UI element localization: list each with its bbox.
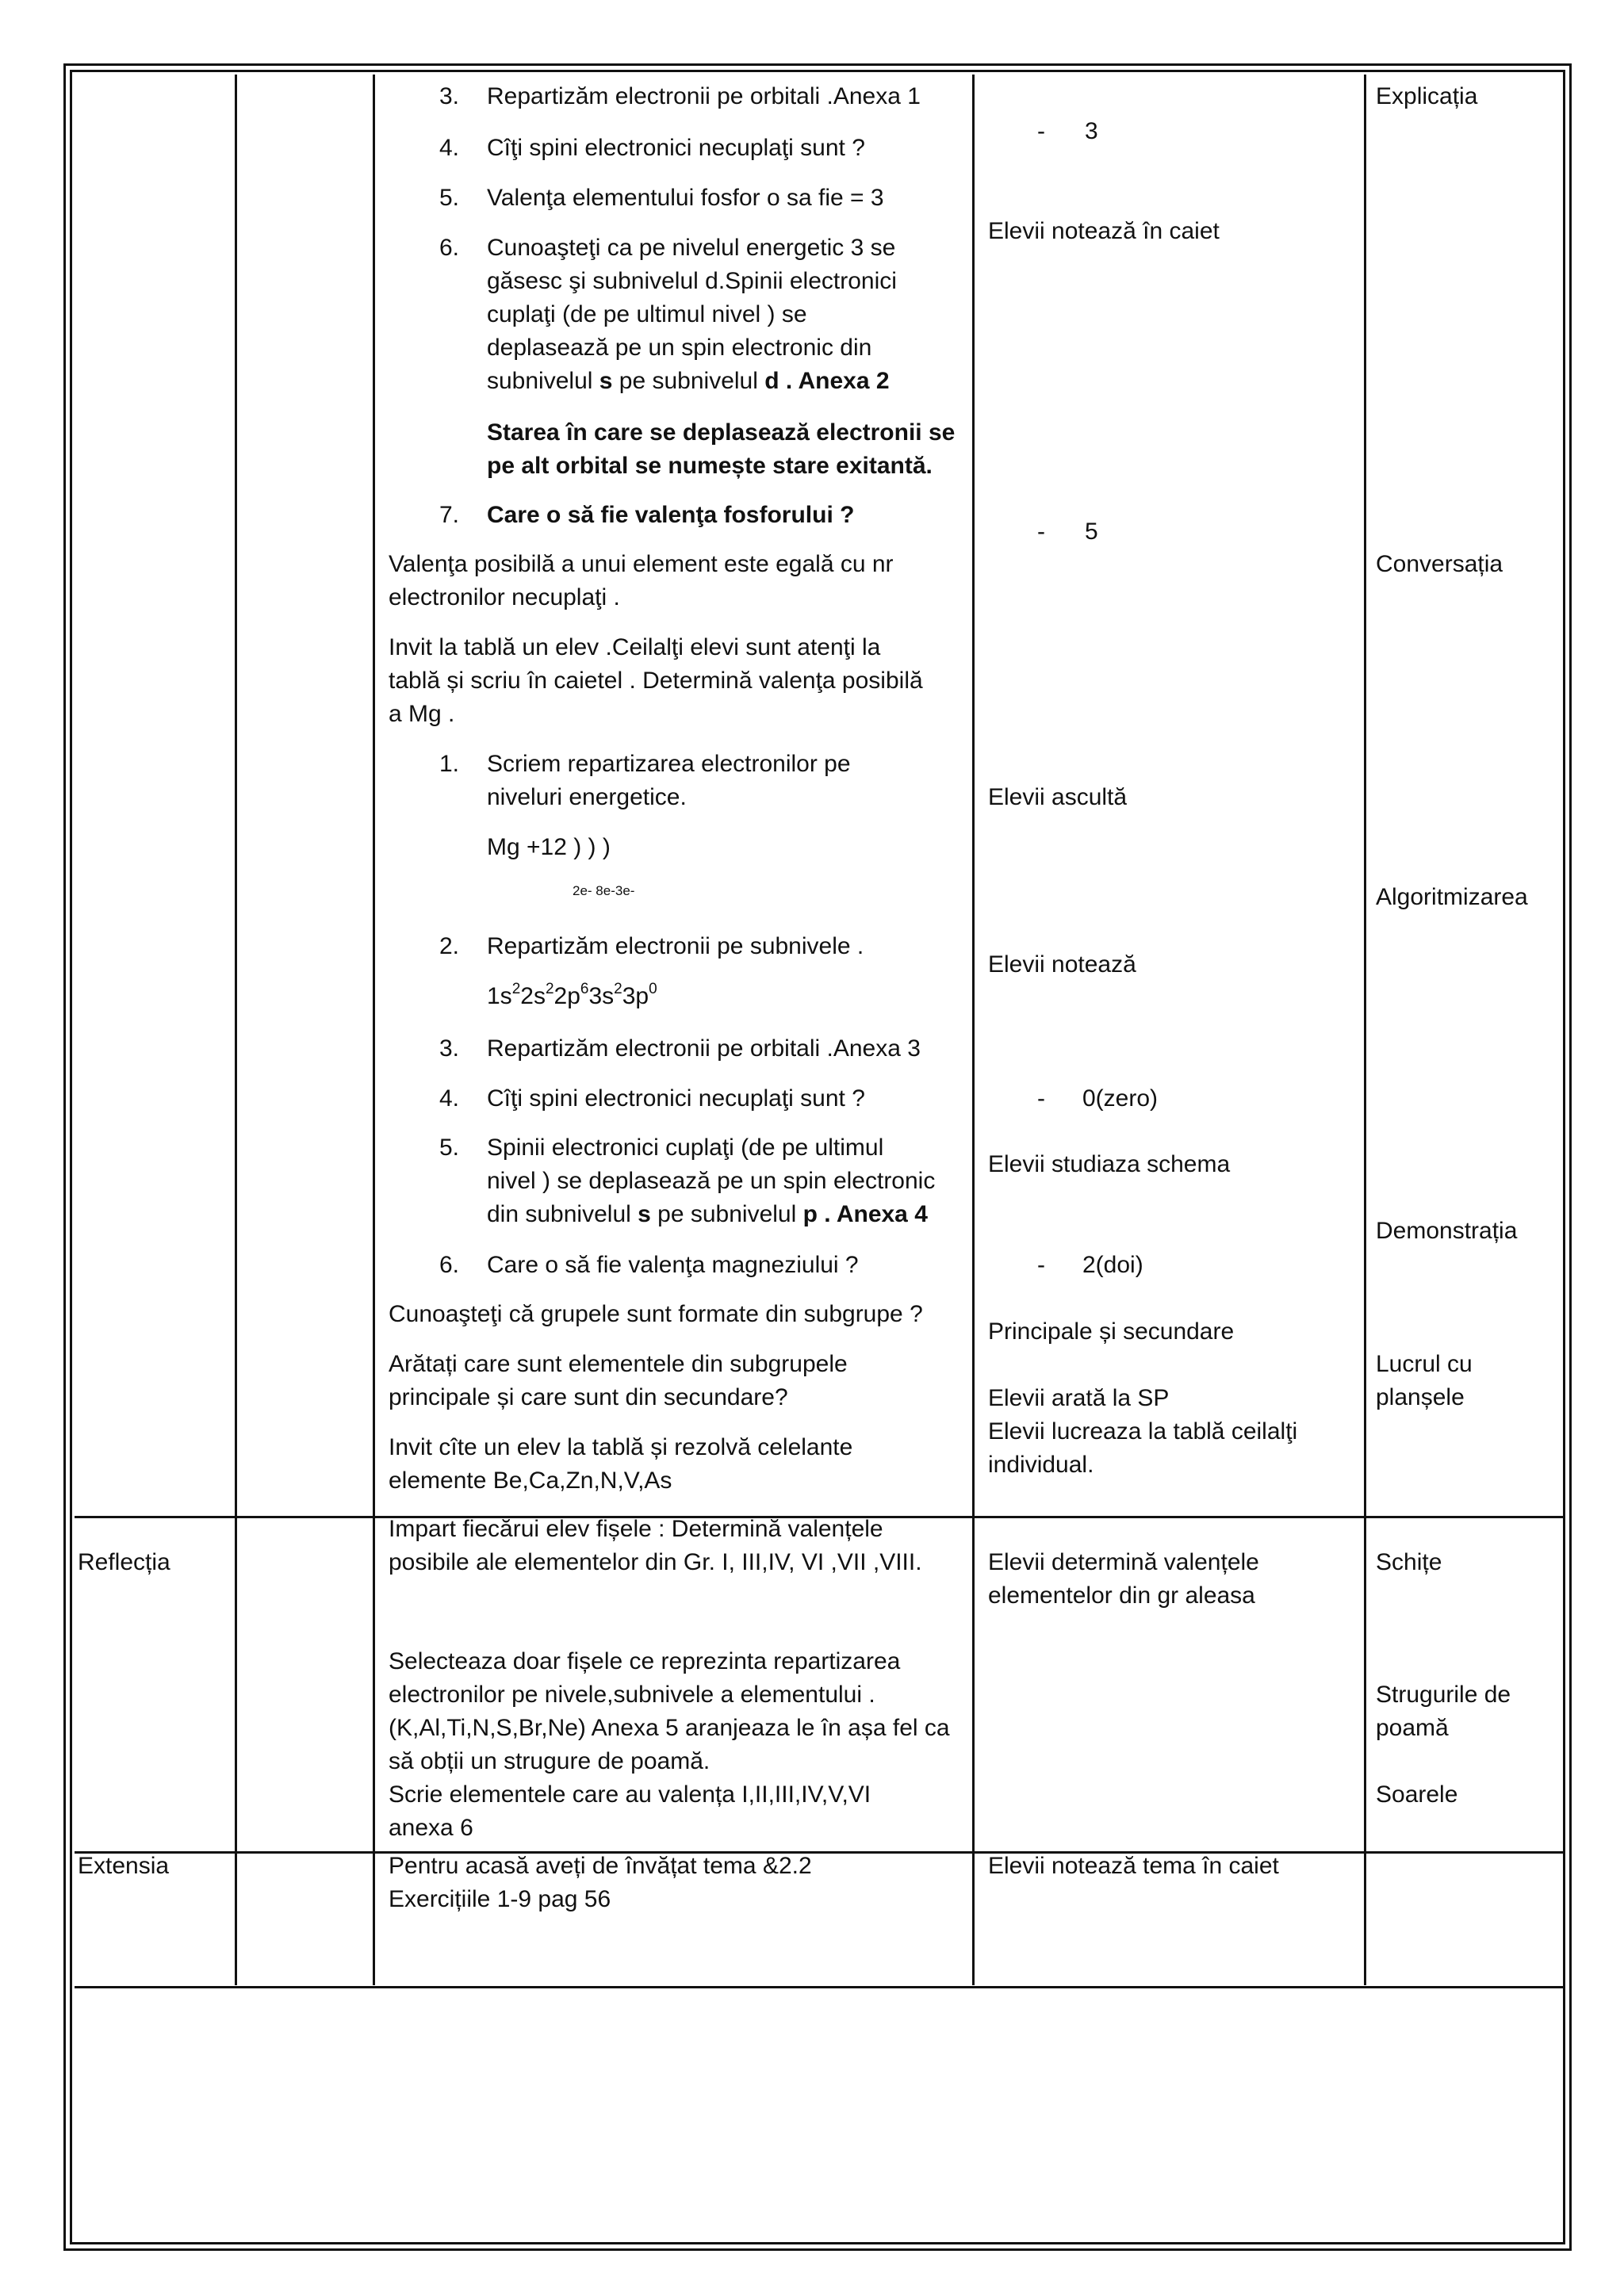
paragraph-line: Impart fiecărui elev fișele : Determină valențele xyxy=(389,1516,883,1542)
list-item-line: Cunoaşteţi ca pe nivelul energetic 3 se xyxy=(487,235,896,261)
paragraph-line: Cunoaşteţi că grupele sunt formate din subgrupe ? xyxy=(389,1301,923,1327)
paragraph-line: Invit cîte un elev la tablă și rezolvă celelante xyxy=(389,1434,853,1460)
paragraph-line: Pentru acasă aveți de învățat tema &2.2 xyxy=(389,1853,812,1879)
answer-value: 0(zero) xyxy=(1082,1085,1159,1112)
definition-text: Starea în care se deplasează electronii se xyxy=(487,419,956,446)
paragraph-line: Scrie elementele care au valența I,II,III,IV,V,VI xyxy=(389,1781,871,1808)
stage-label: Reflecția xyxy=(78,1549,170,1575)
list-item: Care o să fie valenţa magneziului ? xyxy=(487,1252,859,1278)
electron-configuration: $1s^22s^22p^63s^23p^0$ xyxy=(487,981,657,1009)
list-item-line: Spinii electronici cuplaţi (de pe ultimul xyxy=(487,1135,884,1161)
table-col-line xyxy=(1364,75,1366,1985)
student-activity: Elevii notează tema în caiet xyxy=(988,1853,1279,1879)
paragraph-line: electronilor necuplaţi . xyxy=(389,584,620,610)
paragraph-line: Arătați care sunt elementele din subgrupele xyxy=(389,1351,848,1377)
table-col-line xyxy=(235,75,237,1985)
shell-electrons: 2e- 8e-3e- xyxy=(573,883,635,898)
list-item-line: găsesc şi subnivelul d.Spinii electronici xyxy=(487,268,897,294)
paragraph-line: elemente Be,Ca,Zn,N,V,As xyxy=(389,1468,672,1494)
method-label: Soarele xyxy=(1376,1781,1458,1808)
list-item: Repartizăm electronii pe orbitali .Anexa 3 xyxy=(487,1035,921,1062)
method-label: Explicația xyxy=(1376,83,1478,109)
answer-dash: - xyxy=(1037,1085,1045,1112)
student-activity: Elevii notează în caiet xyxy=(988,218,1220,244)
list-number: 1. xyxy=(439,751,460,777)
method-label: planșele xyxy=(1376,1384,1465,1410)
list-item: Valenţa elementului fosfor o sa fie = 3 xyxy=(487,185,884,211)
list-number: 5. xyxy=(439,185,460,211)
student-activity: Elevii determină valențele xyxy=(988,1549,1259,1575)
paragraph-line: principale și care sunt din secundare? xyxy=(389,1384,788,1410)
list-item: Repartizăm electronii pe subnivele . xyxy=(487,933,864,959)
stage-label: Extensia xyxy=(78,1853,170,1879)
list-number: 3. xyxy=(439,83,460,109)
list-item-line: nivel ) se deplasează pe un spin electronic xyxy=(487,1168,936,1194)
method-label: Lucrul cu xyxy=(1376,1351,1473,1377)
list-item-line: subnivelul s pe subnivelul d . Anexa 2 xyxy=(487,368,890,394)
list-number: 3. xyxy=(439,1035,460,1062)
paragraph-line: (K,Al,Ti,N,S,Br,Ne) Anexa 5 aranjeaza le în așa fel ca xyxy=(389,1715,950,1741)
paragraph-line: tablă și scriu în caietel . Determină valenţa posibilă xyxy=(389,668,923,694)
student-activity: Principale și secundare xyxy=(988,1318,1235,1345)
method-label: Algoritmizarea xyxy=(1376,884,1528,910)
paragraph-line: Selecteaza doar fișele ce reprezinta repartizarea xyxy=(389,1648,901,1674)
list-item-line: deplasează pe un spin electronic din xyxy=(487,335,872,361)
list-number: 6. xyxy=(439,1252,460,1278)
method-label: Conversația xyxy=(1376,551,1503,577)
answer-value: 5 xyxy=(1085,519,1098,545)
list-number: 2. xyxy=(439,933,460,959)
paragraph-line: a Mg . xyxy=(389,701,455,727)
formula-mg: Mg +12 ) ) ) xyxy=(487,834,611,860)
table-col-line xyxy=(972,75,975,1985)
list-number: 5. xyxy=(439,1135,460,1161)
answer-value: 3 xyxy=(1085,118,1098,144)
paragraph-line: posibile ale elementelor din Gr. I, III,IV, VI ,VII ,VIII. xyxy=(389,1549,922,1575)
list-number: 4. xyxy=(439,135,460,161)
table-col-line xyxy=(373,75,375,1985)
list-item-line: din subnivelul s pe subnivelul p . Anexa 4 xyxy=(487,1201,928,1227)
list-item: Repartizăm electronii pe orbitali .Anexa 1 xyxy=(487,83,921,109)
student-activity: Elevii studiaza schema xyxy=(988,1151,1231,1177)
list-number: 4. xyxy=(439,1085,460,1112)
list-item-line: Scriem repartizarea electronilor pe xyxy=(487,751,851,777)
student-activity: Elevii notează xyxy=(988,951,1136,978)
method-label: Schițe xyxy=(1376,1549,1442,1575)
answer-dash: - xyxy=(1037,1252,1045,1278)
definition-text: pe alt orbital se numește stare exitantă. xyxy=(487,453,933,479)
list-item-line: cuplaţi (de pe ultimul nivel ) se xyxy=(487,301,807,327)
answer-dash: - xyxy=(1037,118,1045,144)
student-activity: Elevii ascultă xyxy=(988,784,1128,810)
paragraph-line: Exercițiile 1-9 pag 56 xyxy=(389,1886,611,1912)
student-activity: individual. xyxy=(988,1452,1094,1478)
student-activity: elementelor din gr aleasa xyxy=(988,1582,1255,1609)
student-activity: Elevii arată la SP xyxy=(988,1385,1170,1411)
table-row-line xyxy=(75,1851,1565,1854)
method-label: Demonstrația xyxy=(1376,1218,1518,1244)
list-number: 7. xyxy=(439,502,460,528)
list-item-line: niveluri energetice. xyxy=(487,784,687,810)
list-item: Care o să fie valenţa fosforului ? xyxy=(487,502,855,528)
method-label: poamă xyxy=(1376,1715,1449,1741)
method-label: Strugurile de xyxy=(1376,1682,1511,1708)
paragraph-line: electronilor pe nivele,subnivele a elementului . xyxy=(389,1682,875,1708)
student-activity: Elevii lucreaza la tablă ceilalţi xyxy=(988,1418,1298,1445)
answer-dash: - xyxy=(1037,519,1045,545)
table-row-line xyxy=(75,1986,1565,1988)
paragraph-line: Valenţa posibilă a unui element este egală cu nr xyxy=(389,551,894,577)
list-item: Cîţi spini electronici necuplaţi sunt ? xyxy=(487,1085,865,1112)
list-number: 6. xyxy=(439,235,460,261)
paragraph-line: Invit la tablă un elev .Ceilalţi elevi sunt atenţi la xyxy=(389,634,881,660)
paragraph-line: să obții un strugure de poamă. xyxy=(389,1748,710,1774)
list-item: Cîţi spini electronici necuplaţi sunt ? xyxy=(487,135,865,161)
paragraph-line: anexa 6 xyxy=(389,1815,473,1841)
answer-value: 2(doi) xyxy=(1082,1252,1143,1278)
